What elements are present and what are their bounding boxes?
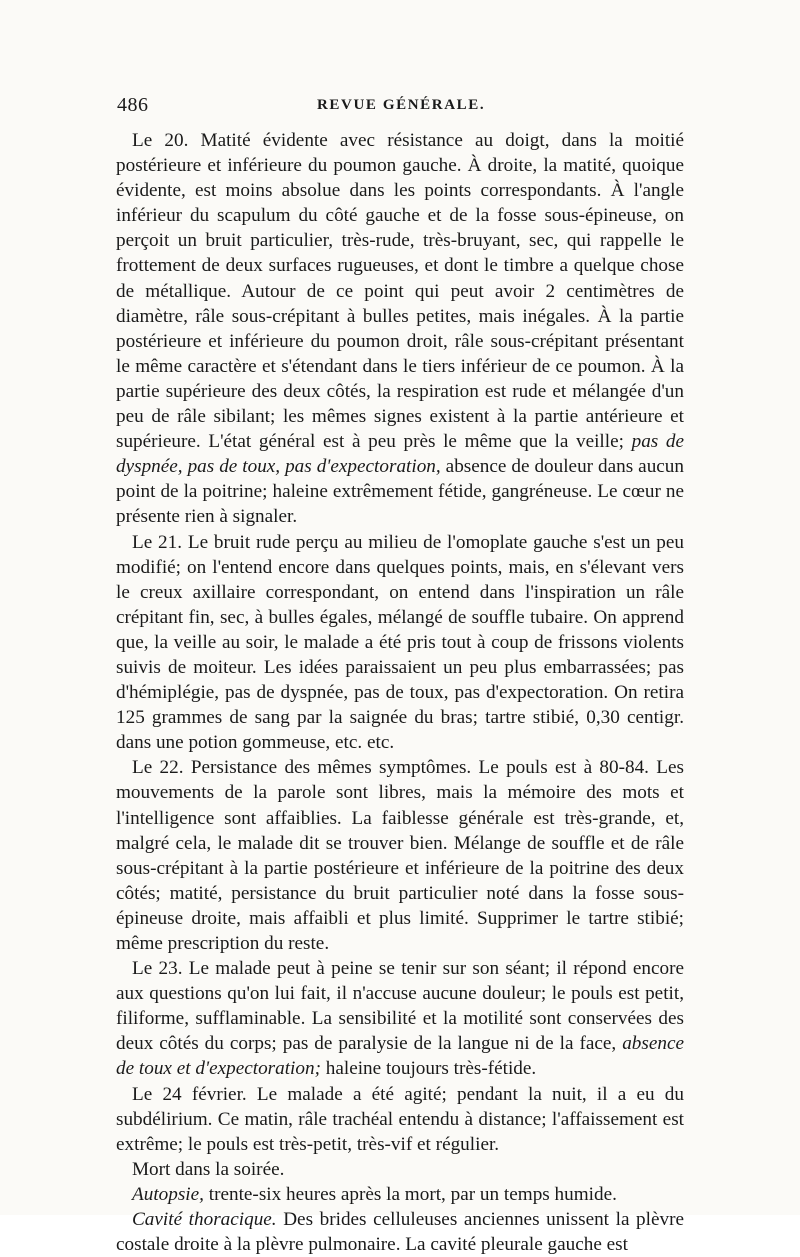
paragraph: Le 24 février. Le malade a été agité; pendant la nuit, il a eu du subdélirium. Ce matin, râle trachéal entendu à distance; l'affaissement est extrême; le pouls est très-petit, très-vif et régulier.: [116, 1083, 684, 1155]
paragraph: Cavité thoracique. Des brides celluleuses anciennes unissent la plèvre costale droite à la plèvre pulmonaire. La cavité pleurale gauche est: [116, 1209, 684, 1256]
body-text: [116, 128, 684, 1257]
paragraph: Le 22. Persistance des mêmes symptômes. Le pouls est à 80-84. Les mouvements de la parole sont libres, mais la mémoire des mots et l'intelligence sont affaiblies. La faiblesse générale est très-grande, et, malgré cela, le malade dit se trouver bien. Mélange de souffle et de râle sous-crépitant à la partie postérieure et inférieure de la poitrine des deux côtés; matité, persistance du bruit particulier noté dans la fosse sous-épineuse droite, mais affaibli et plus limité. Supprimer le tartre stibié; même prescription du reste.: [116, 757, 684, 954]
paragraph: Le 20. Matité évidente avec résistance au doigt, dans la moitié postérieure et inférieure du poumon gauche. À droite, la matité, quoique évidente, est moins absolue dans les points correspondants. À l'angle inférieur du scapulum du côté gauche et de la fosse sous-épineuse, on perçoit un bruit particulier, très-rude, très-bruyant, sec, qui rappelle le frottement de deux surfaces rugueuses, et dont le timbre a quelque chose de métallique. Autour de ce point qui peut avoir 2 centimètres de diamètre, râle sous-crépitant à bulles petites, mais inégales. À la partie postérieure et inférieure du poumon droit, râle sous-crépitant présentant le même caractère et s'étendant dans le tiers inférieur de ce poumon. À la partie supérieure des deux côtés, la respiration est rude et mélangée d'un peu de râle sibilant; les mêmes signes existent à la partie antérieure et supérieure. L'état général est à peu près le même que la veille; pas de dyspnée, pas de toux, pas d'expectoration, absence de douleur dans aucun point de la poitrine; haleine extrêmement fétide, gangréneuse. Le cœur ne présente rien à signaler.: [116, 130, 685, 528]
paragraph: Mort dans la soirée.: [132, 1158, 285, 1180]
paragraph: Autopsie, trente-six heures après la mort, par un temps humide.: [132, 1183, 617, 1205]
running-head: REVUE GÉNÉRALE.: [317, 97, 486, 113]
page-header: [117, 94, 697, 122]
paragraph: Le 21. Le bruit rude perçu au milieu de l'omoplate gauche s'est un peu modifié; on l'entend encore dans quelques points, mais, en s'élevant vers le creux axillaire correspondant, on entend dans l'inspiration un râle crépitant fin, sec, à bulles égales, mélangé de souffle tubaire. On apprend que, la veille au soir, le malade a été pris tout à coup de frissons violents suivis de moiteur. Les idées paraissaient un peu plus embarrassées; pas d'hémiplégie, pas de dyspnée, pas de toux, pas d'expectoration. On retira 125 grammes de sang par la saignée du bras; tartre stibié, 0,30 centigr. dans une potion gommeuse, etc. etc.: [116, 531, 684, 754]
page-number: 486: [117, 94, 149, 116]
paragraph: Le 23. Le malade peut à peine se tenir sur son séant; il répond encore aux questions qu'on lui fait, il n'accuse aucune douleur; le pouls est petit, filiforme, sufflaminable. La sensibilité et la motilité sont conservées des deux côtés du corps; pas de paralysie de la langue ni de la face, absence de toux et d'expectoration; haleine toujours très-fétide.: [116, 958, 684, 1080]
